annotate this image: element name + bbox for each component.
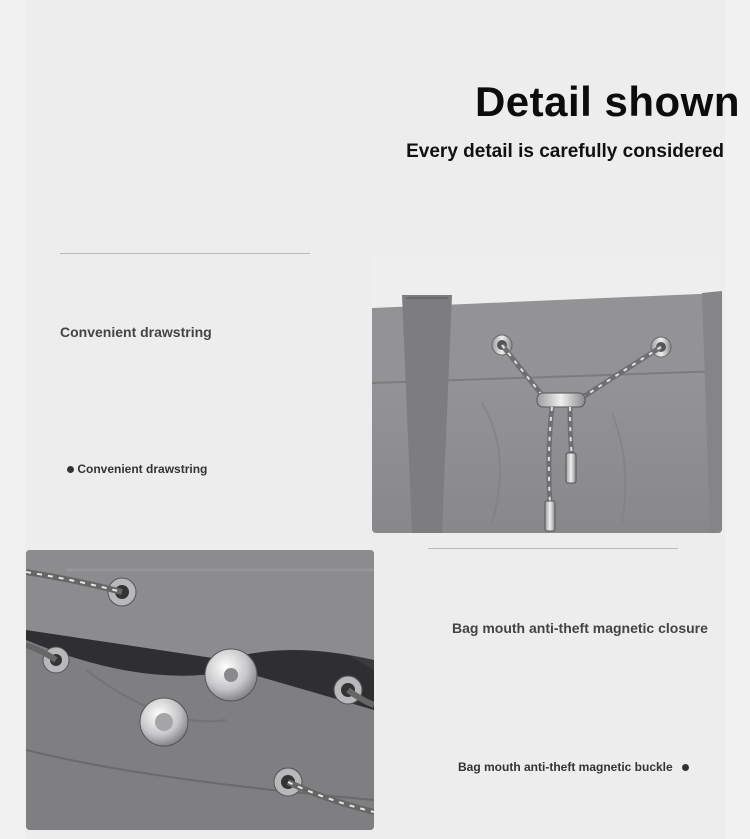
magnetic-caption-row bbox=[458, 760, 689, 774]
divider-left bbox=[60, 253, 310, 254]
magnetic-caption: Bag mouth anti-theft magnetic buckle bbox=[458, 760, 673, 774]
drawstring-caption: Convenient drawstring bbox=[77, 462, 208, 476]
bullet-dot-icon bbox=[682, 764, 689, 771]
drawstring-caption-row bbox=[67, 462, 207, 476]
magnetic-closure-photo bbox=[26, 550, 374, 830]
page-title: Detail shown bbox=[474, 78, 740, 125]
drawstring-photo bbox=[372, 253, 722, 533]
bullet-dot-icon bbox=[67, 466, 74, 473]
page-subtitle: Every detail is carefully considered bbox=[406, 141, 724, 162]
divider-right bbox=[428, 548, 678, 549]
magnetic-heading: Bag mouth anti-theft magnetic closure bbox=[452, 620, 708, 636]
drawstring-heading: Convenient drawstring bbox=[60, 324, 212, 340]
